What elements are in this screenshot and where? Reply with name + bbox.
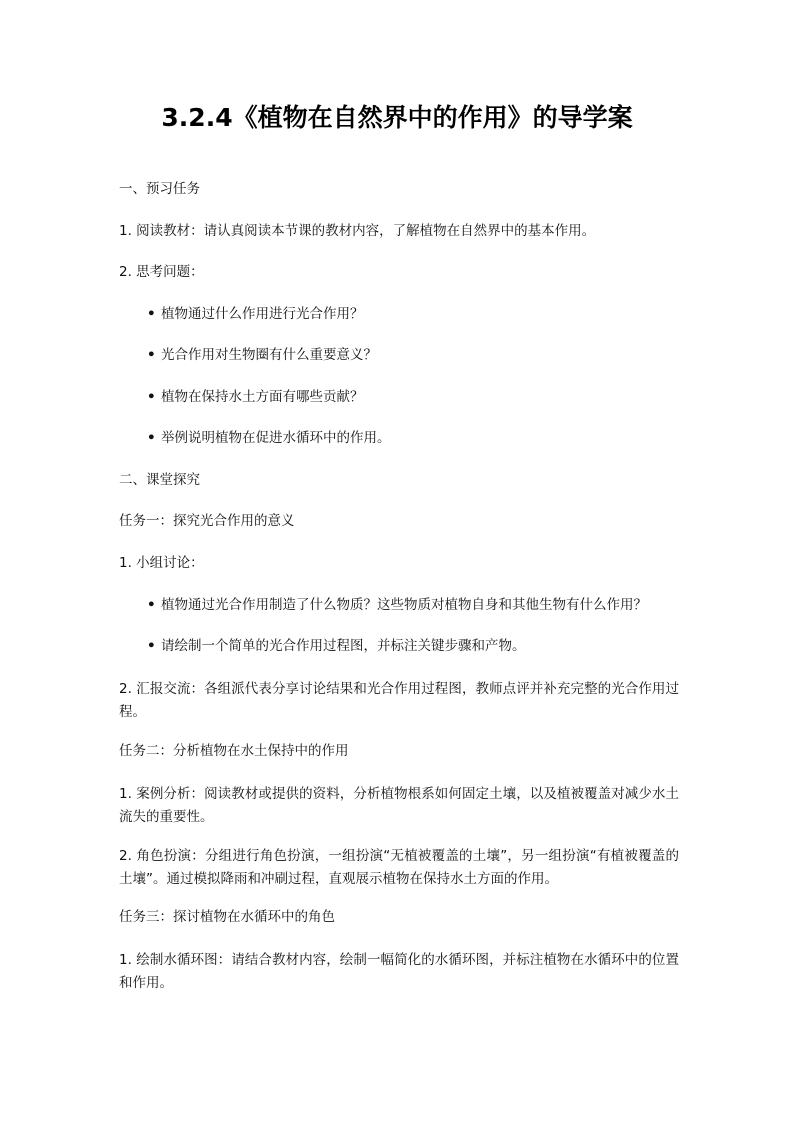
task1-item-discuss: 1. 小组讨论： bbox=[119, 555, 204, 571]
section-heading-classroom: 二、课堂探究 bbox=[119, 472, 200, 488]
task3-item-draw: 1. 绘制水循环图：请结合教材内容，绘制一幅简化的水循环图，并标注植物在水循环中的位置和作用。 bbox=[119, 952, 679, 991]
task1-heading: 任务一：探究光合作用的意义 bbox=[119, 513, 295, 529]
task3-heading: 任务三：探讨植物在水循环中的角色 bbox=[119, 909, 335, 925]
preview-bullet: • 光合作用对生物圈有什么重要意义？ bbox=[147, 344, 687, 367]
bullet-dot-icon: • bbox=[147, 347, 156, 363]
document-title: 3.2.4《植物在自然界中的作用》的导学案 bbox=[161, 103, 633, 132]
bullet-dot-icon: • bbox=[147, 430, 156, 446]
preview-item-think: 2. 思考问题： bbox=[119, 264, 204, 280]
bullet-dot-icon: • bbox=[147, 597, 156, 613]
task2-item-roleplay: 2. 角色扮演：分组进行角色扮演，一组扮演“无植被覆盖的土壤”，另一组扮演“有植被覆盖的土壤”。通过模拟降雨和冲刷过程，直观展示植物在保持水土方面的作用。 bbox=[119, 848, 679, 887]
task1-item-report: 2. 汇报交流：各组派代表分享讨论结果和光合作用过程图，教师点评并补充完整的光合作用过程。 bbox=[119, 681, 679, 720]
preview-item-read: 1. 阅读教材：请认真阅读本节课的教材内容，了解植物在自然界中的基本作用。 bbox=[119, 223, 596, 239]
task1-bullet: • 植物通过光合作用制造了什么物质？这些物质对植物自身和其他生物有什么作用？ bbox=[147, 594, 687, 617]
bullet-dot-icon: • bbox=[147, 638, 156, 654]
task2-heading: 任务二：分析植物在水土保持中的作用 bbox=[119, 743, 349, 759]
preview-bullet: • 植物通过什么作用进行光合作用？ bbox=[147, 303, 687, 326]
task1-bullet: • 请绘制一个简单的光合作用过程图，并标注关键步骤和产物。 bbox=[147, 635, 687, 658]
task2-item-case: 1. 案例分析：阅读教材或提供的资料，分析植物根系如何固定土壤，以及植被覆盖对减少水土流失的重要性。 bbox=[119, 786, 679, 825]
bullet-dot-icon: • bbox=[147, 389, 156, 405]
section-heading-preview: 一、预习任务 bbox=[119, 181, 200, 197]
preview-bullet: • 植物在保持水土方面有哪些贡献？ bbox=[147, 386, 687, 409]
preview-bullet: • 举例说明植物在促进水循环中的作用。 bbox=[147, 427, 687, 450]
bullet-dot-icon: • bbox=[147, 306, 156, 322]
